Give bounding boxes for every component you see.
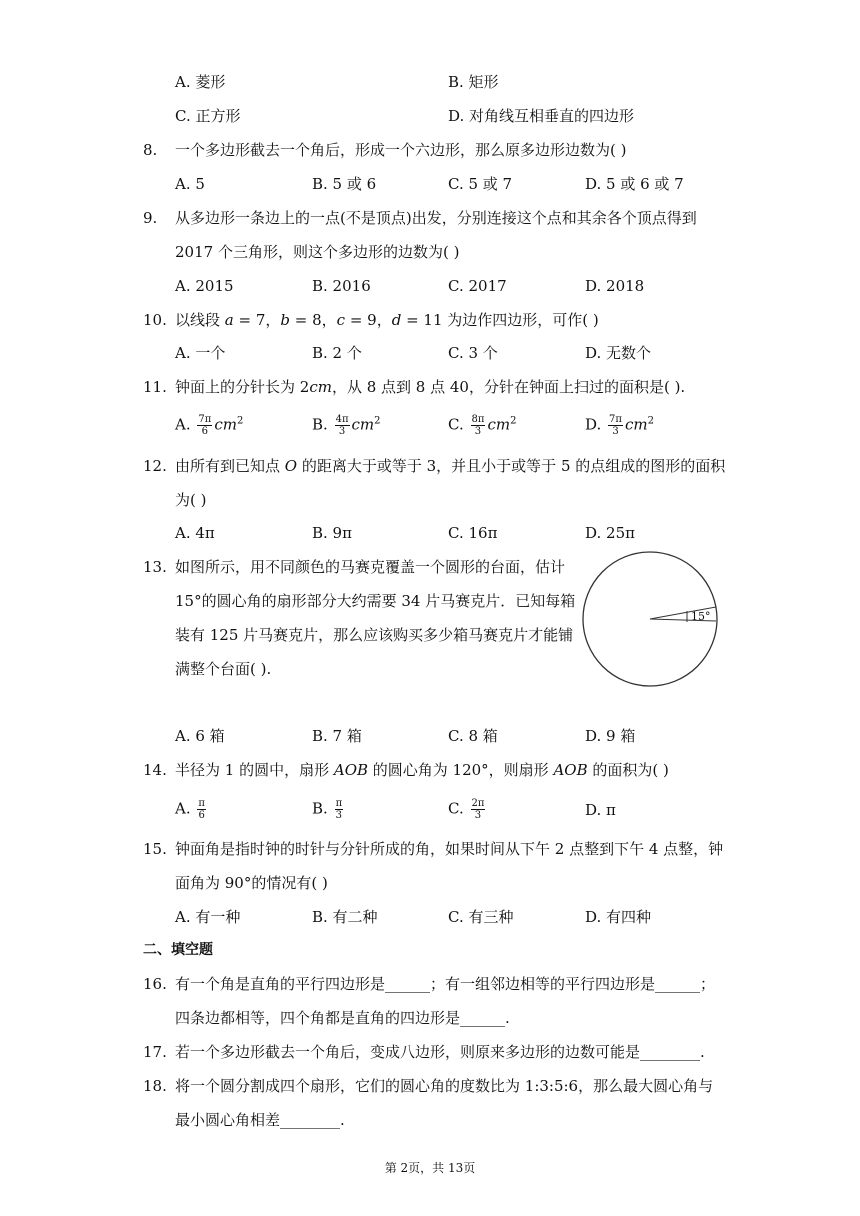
q14-option-a: A. $\frac{\pi}{6}$ [175,798,205,821]
fraction: $\frac{4\pi}{3}$ [335,414,349,437]
q18-text-line2: 最小圆心角相差________. [175,1111,345,1129]
q15-text-line2: 面角为 90°的情况有( ) [175,874,328,892]
q14-option-c: C. $\frac{2\pi}{3}$ [448,798,485,821]
q12-number: 12. [143,457,167,475]
q18-number: 18. [143,1077,167,1095]
q11-number: 11. [143,378,167,396]
fraction: $\frac{7\pi}{6}$ [198,414,212,437]
q12-option-b: B. 9π [312,524,352,542]
q12-option-d: D. 25π [585,524,635,542]
q11-option-c: C. $\frac{8\pi}{3}$ $cm^2$ [448,414,517,437]
q9-option-c: C. 2017 [448,277,507,295]
q18-text-line1: 将一个圆分割成四个扇形，它们的圆心角的度数比为 1:3:5:6，那么最大圆心角与 [175,1077,714,1095]
q14-number: 14. [143,761,167,779]
q12-text-line2: 为( ) [175,491,207,509]
fraction: $\frac{\pi}{6}$ [198,798,205,821]
q17-number: 17. [143,1043,167,1061]
q8-option-c: C. 5 或 7 [448,175,513,193]
q11-option-a: A. $\frac{7\pi}{6}$ $cm^2$ [175,414,244,437]
q12-option-a: A. 4π [175,524,215,542]
q15-option-d: D. 有四种 [585,908,652,926]
q11-option-d: D. $\frac{7\pi}{3}$ $cm^2$ [585,414,654,437]
q8-option-d: D. 5 或 6 或 7 [585,175,684,193]
q9-text-line1: 从多边形一条边上的一点(不是顶点)出发，分别连接这个点和其余各个顶点得到 [175,209,697,227]
q13-option-b: B. 7 箱 [312,727,362,745]
q7-option-a: A. 菱形 [175,73,226,91]
q13-option-a: A. 6 箱 [175,727,225,745]
sector-angle-label: 15° [691,610,711,623]
q8-number: 8. [143,141,158,159]
q7-option-d: D. 对角线互相垂直的四边形 [448,107,635,125]
q7-option-c: C. 正方形 [175,107,241,125]
q16-text-line2: 四条边都相等，四个角都是直角的四边形是______. [175,1009,510,1027]
q12-text-line1: 由所有到已知点 O 的距离大于或等于 3，并且小于或等于 5 的点组成的图形的面积 [175,457,726,475]
q10-option-a: A. 一个 [175,344,226,362]
q11-option-b: B. $\frac{4\pi}{3}$ $cm^2$ [312,414,381,437]
q9-text-line2: 2017 个三角形，则这个多边形的边数为( ) [175,243,460,261]
q13-text-line2: 15°的圆心角的扇形部分大约需要 34 片马赛克片．已知每箱 [175,592,576,610]
q13-text-line1: 如图所示，用不同颜色的马赛克覆盖一个圆形的台面，估计 [175,558,566,576]
q13-option-d: D. 9 箱 [585,727,636,745]
fraction: $\frac{2\pi}{3}$ [471,798,485,821]
q8-option-b: B. 5 或 6 [312,175,377,193]
q13-text-line4: 满整个台面( ). [175,660,272,678]
q16-text-line1: 有一个角是直角的平行四边形是______；有一组邻边相等的平行四边形是______； [175,975,716,993]
q7-option-b: B. 矩形 [448,73,499,91]
q10-text: 以线段 a = 7，b = 8，c = 9，d = 11 为边作四边形，可作( ) [175,311,599,329]
q10-option-b: B. 2 个 [312,344,362,362]
q14-option-d: D. π [585,801,616,819]
fraction: $\frac{\pi}{3}$ [335,798,343,821]
q14-option-b: B. $\frac{\pi}{3}$ [312,798,343,821]
q9-option-b: B. 2016 [312,277,371,295]
q13-option-c: C. 8 箱 [448,727,498,745]
q10-number: 10. [143,311,167,329]
q16-number: 16. [143,975,167,993]
q15-number: 15. [143,840,167,858]
fraction: $\frac{7\pi}{3}$ [609,414,622,437]
section-fill-in-blank-heading: 二、填空题 [143,942,213,958]
q12-option-c: C. 16π [448,524,498,542]
q9-option-a: A. 2015 [175,277,234,295]
q13-circle-figure [578,550,722,694]
q15-option-c: C. 有三种 [448,908,514,926]
q13-number: 13. [143,558,167,576]
q8-text: 一个多边形截去一个角后，形成一个六边形，那么原多边形边数为( ) [175,141,627,159]
q9-number: 9. [143,209,158,227]
q9-option-d: D. 2018 [585,277,645,295]
q13-text-line3: 装有 125 片马赛克片，那么应该购买多少箱马赛克片才能铺 [175,626,574,644]
q10-option-d: D. 无数个 [585,344,652,362]
page-footer: 第 2页，共 13页 [384,1161,476,1175]
q10-option-c: C. 3 个 [448,344,498,362]
q8-option-a: A. 5 [175,175,205,193]
q11-text: 钟面上的分针长为 2cm，从 8 点到 8 点 40，分针在钟面上扫过的面积是( ). [175,378,686,396]
q15-option-b: B. 有二种 [312,908,378,926]
q15-text-line1: 钟面角是指时钟的时针与分针所成的角，如果时间从下午 2 点整到下午 4 点整，钟 [175,840,724,858]
q17-text: 若一个多边形截去一个角后，变成八边形，则原来多边形的边数可能是________. [175,1043,705,1061]
fraction: $\frac{8\pi}{3}$ [471,414,485,437]
q14-text: 半径为 1 的圆中，扇形 AOB 的圆心角为 120°，则扇形 AOB 的面积为( ) [175,761,669,779]
q15-option-a: A. 有一种 [175,908,241,926]
